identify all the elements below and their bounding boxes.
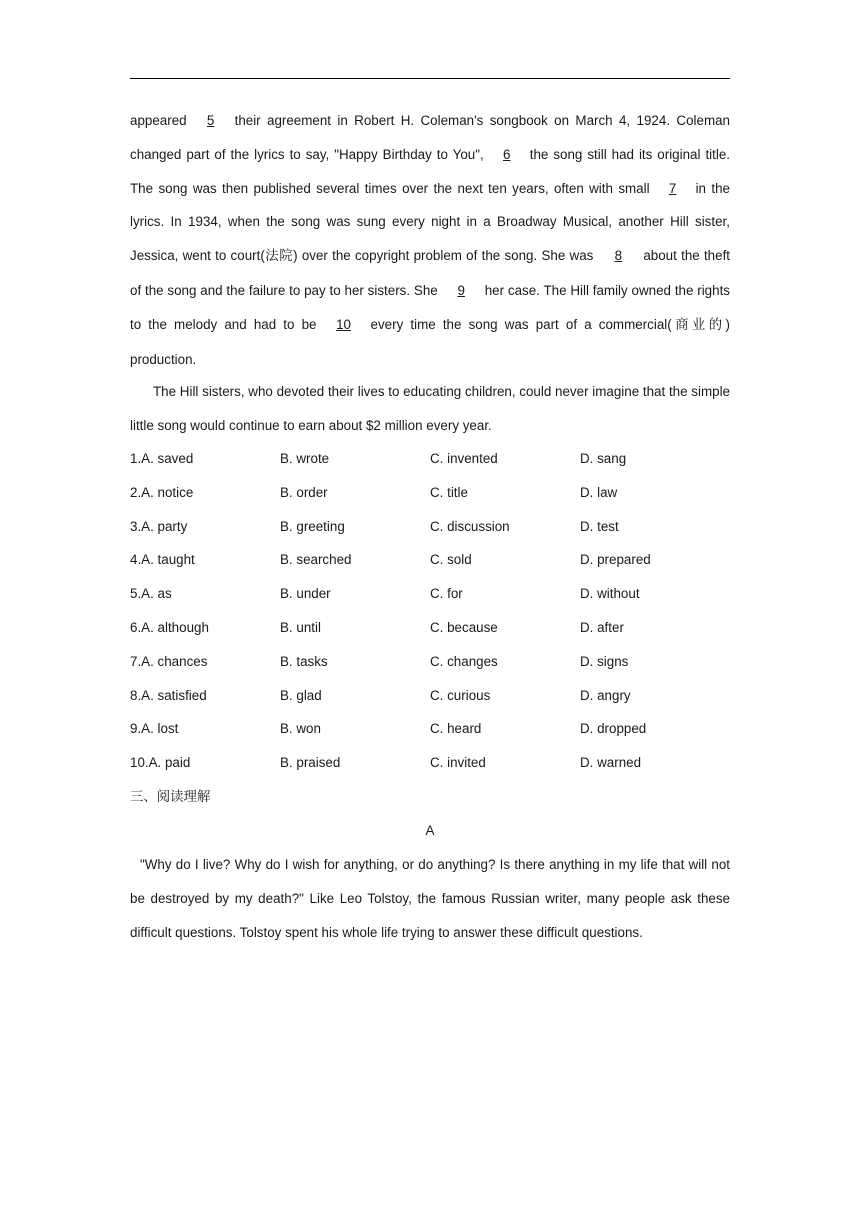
blank-6: 6 — [503, 146, 511, 162]
option-row-9 — [130, 712, 730, 746]
option-d: D. dropped — [580, 721, 647, 737]
option-d: D. angry — [580, 687, 631, 703]
option-d: D. signs — [580, 653, 629, 669]
option-d: D. after — [580, 619, 624, 635]
option-b: B. order — [280, 484, 328, 500]
option-row-2 — [130, 476, 730, 510]
option-d: D. warned — [580, 755, 642, 771]
option-b: B. until — [280, 619, 321, 635]
header-rule — [130, 78, 730, 79]
option-c: C. title — [430, 484, 468, 500]
option-d: D. law — [580, 484, 618, 500]
option-a: 4.A. taught — [130, 552, 195, 568]
text-segment: ) over the copyright problem of the song. She was — [293, 248, 594, 264]
option-b: B. under — [280, 586, 331, 602]
option-d: D. without — [580, 586, 640, 602]
text-segment: appeared — [130, 113, 187, 128]
option-a: 7.A. chances — [130, 653, 208, 669]
text-segment: her case. The Hill family owned the rights to the melody and had to be — [130, 282, 730, 332]
option-c: C. heard — [430, 721, 482, 737]
option-row-8 — [130, 679, 730, 713]
passage-label: A — [425, 823, 435, 838]
option-c: C. for — [430, 586, 463, 602]
option-row-6 — [130, 611, 730, 645]
blank-9: 9 — [457, 282, 465, 298]
option-c: C. curious — [430, 687, 491, 703]
option-row-5 — [130, 577, 730, 611]
blank-7: 7 — [668, 180, 677, 196]
option-a: 3.A. party — [130, 518, 188, 534]
option-b: B. wrote — [280, 451, 330, 466]
option-b: B. won — [280, 721, 321, 737]
text-segment: the song still had its original title. The song was then published several times over the next ten years, often with small — [130, 146, 731, 196]
option-d: D. sang — [580, 451, 627, 466]
option-c: C. invited — [430, 755, 486, 771]
blank-10: 10 — [336, 316, 351, 332]
option-b: B. glad — [280, 687, 322, 703]
option-c: C. sold — [430, 552, 472, 568]
option-row-4 — [130, 543, 730, 577]
option-row-3 — [130, 510, 730, 544]
option-d: D. test — [580, 518, 619, 534]
option-c: C. invented — [430, 451, 498, 466]
gloss-court: 法院 — [264, 249, 294, 265]
option-a: 6.A. although — [130, 619, 209, 635]
section-heading: 三、阅读理解 — [130, 790, 211, 805]
closing-paragraph — [130, 375, 730, 443]
option-a: 9.A. lost — [130, 721, 179, 737]
closing-text: The Hill sisters, who devoted their lives to educating children, could never imagine that the simple little song would continue to earn about $2 million every year. — [130, 384, 730, 433]
option-row-7 — [130, 645, 730, 679]
option-a: 1.A. saved — [130, 451, 194, 466]
reading-passage-a — [130, 848, 730, 949]
option-a: 2.A. notice — [130, 484, 194, 500]
blank-8: 8 — [614, 248, 623, 264]
option-b: B. tasks — [280, 653, 328, 669]
option-c: C. changes — [430, 653, 498, 669]
option-c: C. because — [430, 619, 498, 635]
option-row-10 — [130, 746, 730, 780]
option-a: 8.A. satisfied — [130, 687, 207, 703]
option-b: B. praised — [280, 755, 341, 771]
answer-options — [130, 442, 730, 780]
blank-5: 5 — [206, 113, 215, 128]
text-segment: their agreement in Robert H. Coleman's songbook on March 4, 1924. Coleman changed part of the lyrics to say, "Happy Birthday to You", — [130, 113, 730, 162]
text-segment: in the lyrics. In 1934, when the song was sung every night in a Broadway Musical, another Hill sister, Jessica, went to court( — [130, 180, 730, 264]
gloss-commercial: 商业的 — [671, 317, 726, 333]
text-segment: every time the song was part of a commercial( — [370, 316, 672, 332]
passage-text: "Why do I live? Why do I wish for anything, or do anything? Is there anything in my life that will not be destroyed by my death?" Like Leo Tolstoy, the famous Russian writer, many people ask these difficult questions. Tolstoy spent his whole life trying to answer these difficult questions. — [130, 857, 730, 940]
option-a: 5.A. as — [130, 586, 172, 602]
text-segment: about the theft of the song and the failure to pay to her sisters. She — [130, 248, 731, 298]
option-c: C. discussion — [430, 518, 510, 534]
text-segment: ) production. — [130, 316, 730, 367]
cloze-paragraph — [130, 104, 730, 376]
option-b: B. searched — [280, 552, 352, 568]
option-a: 10.A. paid — [130, 755, 191, 771]
option-row-1 — [130, 442, 730, 476]
option-b: B. greeting — [280, 518, 345, 534]
option-d: D. prepared — [580, 552, 651, 568]
